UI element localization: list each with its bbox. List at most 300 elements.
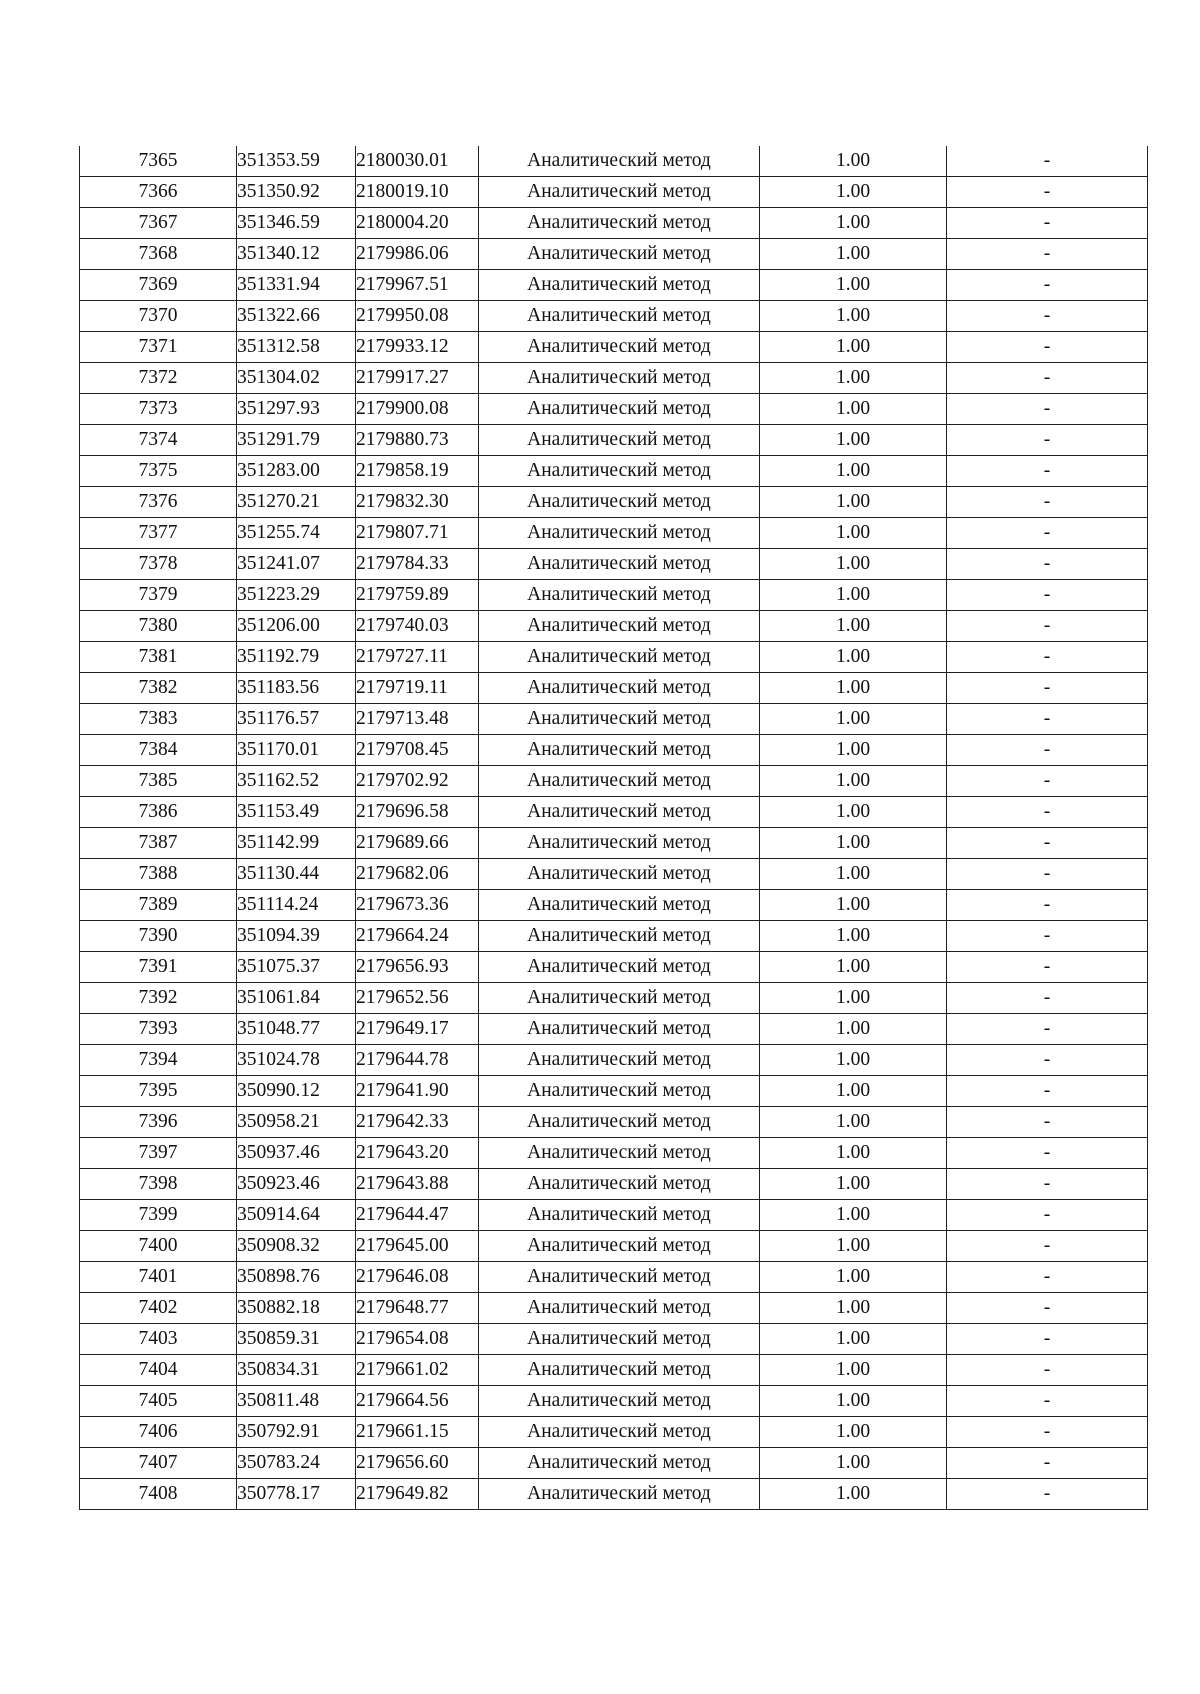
accuracy-cell: 1.00 (760, 580, 947, 611)
method-cell: Аналитический метод (479, 1293, 760, 1324)
point-number-cell: 7382 (80, 673, 237, 704)
point-number-cell: 7367 (80, 208, 237, 239)
accuracy-cell: 1.00 (760, 1231, 947, 1262)
x-coordinate-cell: 351075.37 (237, 952, 356, 983)
note-cell: - (947, 487, 1148, 518)
point-number-cell: 7372 (80, 363, 237, 394)
note-cell: - (947, 797, 1148, 828)
note-cell: - (947, 177, 1148, 208)
x-coordinate-cell: 350859.31 (237, 1324, 356, 1355)
accuracy-cell: 1.00 (760, 1479, 947, 1510)
method-cell: Аналитический метод (479, 177, 760, 208)
accuracy-cell: 1.00 (760, 983, 947, 1014)
method-cell: Аналитический метод (479, 1386, 760, 1417)
method-cell: Аналитический метод (479, 208, 760, 239)
x-coordinate-cell: 350923.46 (237, 1169, 356, 1200)
method-cell: Аналитический метод (479, 1448, 760, 1479)
x-coordinate-cell: 351304.02 (237, 363, 356, 394)
x-coordinate-cell: 351322.66 (237, 301, 356, 332)
accuracy-cell: 1.00 (760, 1386, 947, 1417)
method-cell: Аналитический метод (479, 580, 760, 611)
table-row (80, 983, 1148, 1014)
method-cell: Аналитический метод (479, 1169, 760, 1200)
y-coordinate-cell: 2179689.66 (356, 828, 479, 859)
accuracy-cell: 1.00 (760, 425, 947, 456)
method-cell: Аналитический метод (479, 828, 760, 859)
note-cell: - (947, 518, 1148, 549)
point-number-cell: 7405 (80, 1386, 237, 1417)
table-row (80, 1076, 1148, 1107)
y-coordinate-cell: 2179664.56 (356, 1386, 479, 1417)
method-cell: Аналитический метод (479, 983, 760, 1014)
note-cell: - (947, 394, 1148, 425)
accuracy-cell: 1.00 (760, 487, 947, 518)
x-coordinate-cell: 351297.93 (237, 394, 356, 425)
x-coordinate-cell: 351255.74 (237, 518, 356, 549)
point-number-cell: 7393 (80, 1014, 237, 1045)
x-coordinate-cell: 351170.01 (237, 735, 356, 766)
note-cell: - (947, 146, 1148, 177)
x-coordinate-cell: 351331.94 (237, 270, 356, 301)
y-coordinate-cell: 2179643.88 (356, 1169, 479, 1200)
point-number-cell: 7371 (80, 332, 237, 363)
note-cell: - (947, 983, 1148, 1014)
point-number-cell: 7385 (80, 766, 237, 797)
accuracy-cell: 1.00 (760, 456, 947, 487)
point-number-cell: 7366 (80, 177, 237, 208)
point-number-cell: 7397 (80, 1138, 237, 1169)
accuracy-cell: 1.00 (760, 1076, 947, 1107)
accuracy-cell: 1.00 (760, 1324, 947, 1355)
method-cell: Аналитический метод (479, 1107, 760, 1138)
y-coordinate-cell: 2179661.02 (356, 1355, 479, 1386)
accuracy-cell: 1.00 (760, 611, 947, 642)
note-cell: - (947, 1417, 1148, 1448)
method-cell: Аналитический метод (479, 332, 760, 363)
coordinates-table-body (80, 146, 1148, 1510)
table-row (80, 890, 1148, 921)
note-cell: - (947, 859, 1148, 890)
point-number-cell: 7383 (80, 704, 237, 735)
y-coordinate-cell: 2179664.24 (356, 921, 479, 952)
table-row (80, 487, 1148, 518)
method-cell: Аналитический метод (479, 487, 760, 518)
method-cell: Аналитический метод (479, 1045, 760, 1076)
method-cell: Аналитический метод (479, 301, 760, 332)
point-number-cell: 7407 (80, 1448, 237, 1479)
table-row (80, 518, 1148, 549)
y-coordinate-cell: 2179661.15 (356, 1417, 479, 1448)
method-cell: Аналитический метод (479, 1200, 760, 1231)
table-row (80, 580, 1148, 611)
point-number-cell: 7381 (80, 642, 237, 673)
x-coordinate-cell: 350778.17 (237, 1479, 356, 1510)
y-coordinate-cell: 2179696.58 (356, 797, 479, 828)
table-row (80, 146, 1148, 177)
x-coordinate-cell: 350908.32 (237, 1231, 356, 1262)
x-coordinate-cell: 351130.44 (237, 859, 356, 890)
table-row (80, 425, 1148, 456)
x-coordinate-cell: 351353.59 (237, 146, 356, 177)
table-row (80, 828, 1148, 859)
accuracy-cell: 1.00 (760, 332, 947, 363)
x-coordinate-cell: 351291.79 (237, 425, 356, 456)
x-coordinate-cell: 350914.64 (237, 1200, 356, 1231)
method-cell: Аналитический метод (479, 549, 760, 580)
note-cell: - (947, 270, 1148, 301)
note-cell: - (947, 1448, 1148, 1479)
note-cell: - (947, 673, 1148, 704)
accuracy-cell: 1.00 (760, 518, 947, 549)
y-coordinate-cell: 2179713.48 (356, 704, 479, 735)
x-coordinate-cell: 351312.58 (237, 332, 356, 363)
point-number-cell: 7370 (80, 301, 237, 332)
table-row (80, 797, 1148, 828)
method-cell: Аналитический метод (479, 146, 760, 177)
note-cell: - (947, 828, 1148, 859)
method-cell: Аналитический метод (479, 766, 760, 797)
y-coordinate-cell: 2180019.10 (356, 177, 479, 208)
x-coordinate-cell: 350958.21 (237, 1107, 356, 1138)
method-cell: Аналитический метод (479, 642, 760, 673)
table-row (80, 1417, 1148, 1448)
x-coordinate-cell: 350834.31 (237, 1355, 356, 1386)
y-coordinate-cell: 2179656.93 (356, 952, 479, 983)
method-cell: Аналитический метод (479, 859, 760, 890)
accuracy-cell: 1.00 (760, 828, 947, 859)
note-cell: - (947, 332, 1148, 363)
x-coordinate-cell: 350937.46 (237, 1138, 356, 1169)
y-coordinate-cell: 2179933.12 (356, 332, 479, 363)
x-coordinate-cell: 351346.59 (237, 208, 356, 239)
accuracy-cell: 1.00 (760, 952, 947, 983)
accuracy-cell: 1.00 (760, 1417, 947, 1448)
method-cell: Аналитический метод (479, 1138, 760, 1169)
table-row (80, 394, 1148, 425)
accuracy-cell: 1.00 (760, 797, 947, 828)
table-row (80, 952, 1148, 983)
accuracy-cell: 1.00 (760, 1107, 947, 1138)
point-number-cell: 7399 (80, 1200, 237, 1231)
table-row (80, 1014, 1148, 1045)
table-row (80, 270, 1148, 301)
y-coordinate-cell: 2179644.47 (356, 1200, 479, 1231)
note-cell: - (947, 363, 1148, 394)
x-coordinate-cell: 351176.57 (237, 704, 356, 735)
y-coordinate-cell: 2180030.01 (356, 146, 479, 177)
note-cell: - (947, 611, 1148, 642)
point-number-cell: 7391 (80, 952, 237, 983)
y-coordinate-cell: 2179682.06 (356, 859, 479, 890)
accuracy-cell: 1.00 (760, 890, 947, 921)
table-row (80, 859, 1148, 890)
x-coordinate-cell: 351270.21 (237, 487, 356, 518)
table-row (80, 735, 1148, 766)
table-row (80, 1138, 1148, 1169)
note-cell: - (947, 208, 1148, 239)
note-cell: - (947, 1076, 1148, 1107)
accuracy-cell: 1.00 (760, 704, 947, 735)
note-cell: - (947, 1169, 1148, 1200)
point-number-cell: 7386 (80, 797, 237, 828)
note-cell: - (947, 1200, 1148, 1231)
y-coordinate-cell: 2179642.33 (356, 1107, 479, 1138)
x-coordinate-cell: 351153.49 (237, 797, 356, 828)
accuracy-cell: 1.00 (760, 1262, 947, 1293)
y-coordinate-cell: 2179880.73 (356, 425, 479, 456)
accuracy-cell: 1.00 (760, 1045, 947, 1076)
x-coordinate-cell: 351283.00 (237, 456, 356, 487)
accuracy-cell: 1.00 (760, 146, 947, 177)
accuracy-cell: 1.00 (760, 735, 947, 766)
table-row (80, 1200, 1148, 1231)
table-row (80, 673, 1148, 704)
method-cell: Аналитический метод (479, 1262, 760, 1293)
y-coordinate-cell: 2179900.08 (356, 394, 479, 425)
point-number-cell: 7374 (80, 425, 237, 456)
method-cell: Аналитический метод (479, 456, 760, 487)
x-coordinate-cell: 351183.56 (237, 673, 356, 704)
y-coordinate-cell: 2179719.11 (356, 673, 479, 704)
note-cell: - (947, 952, 1148, 983)
method-cell: Аналитический метод (479, 704, 760, 735)
x-coordinate-cell: 351223.29 (237, 580, 356, 611)
y-coordinate-cell: 2179644.78 (356, 1045, 479, 1076)
point-number-cell: 7369 (80, 270, 237, 301)
point-number-cell: 7375 (80, 456, 237, 487)
point-number-cell: 7376 (80, 487, 237, 518)
note-cell: - (947, 1324, 1148, 1355)
point-number-cell: 7403 (80, 1324, 237, 1355)
table-row (80, 1107, 1148, 1138)
note-cell: - (947, 735, 1148, 766)
x-coordinate-cell: 351094.39 (237, 921, 356, 952)
point-number-cell: 7368 (80, 239, 237, 270)
table-row (80, 301, 1148, 332)
y-coordinate-cell: 2179641.90 (356, 1076, 479, 1107)
table-row (80, 208, 1148, 239)
y-coordinate-cell: 2179832.30 (356, 487, 479, 518)
table-row (80, 611, 1148, 642)
point-number-cell: 7389 (80, 890, 237, 921)
accuracy-cell: 1.00 (760, 270, 947, 301)
method-cell: Аналитический метод (479, 735, 760, 766)
method-cell: Аналитический метод (479, 1014, 760, 1045)
method-cell: Аналитический метод (479, 921, 760, 952)
y-coordinate-cell: 2179645.00 (356, 1231, 479, 1262)
note-cell: - (947, 1479, 1148, 1510)
note-cell: - (947, 921, 1148, 952)
point-number-cell: 7400 (80, 1231, 237, 1262)
accuracy-cell: 1.00 (760, 1448, 947, 1479)
accuracy-cell: 1.00 (760, 177, 947, 208)
method-cell: Аналитический метод (479, 363, 760, 394)
x-coordinate-cell: 351241.07 (237, 549, 356, 580)
method-cell: Аналитический метод (479, 952, 760, 983)
x-coordinate-cell: 351192.79 (237, 642, 356, 673)
x-coordinate-cell: 350882.18 (237, 1293, 356, 1324)
note-cell: - (947, 549, 1148, 580)
y-coordinate-cell: 2179858.19 (356, 456, 479, 487)
table-row (80, 1324, 1148, 1355)
note-cell: - (947, 1014, 1148, 1045)
table-row (80, 1231, 1148, 1262)
point-number-cell: 7408 (80, 1479, 237, 1510)
x-coordinate-cell: 350898.76 (237, 1262, 356, 1293)
x-coordinate-cell: 351340.12 (237, 239, 356, 270)
point-number-cell: 7398 (80, 1169, 237, 1200)
accuracy-cell: 1.00 (760, 1138, 947, 1169)
table-row (80, 1262, 1148, 1293)
method-cell: Аналитический метод (479, 797, 760, 828)
accuracy-cell: 1.00 (760, 1169, 947, 1200)
y-coordinate-cell: 2179648.77 (356, 1293, 479, 1324)
accuracy-cell: 1.00 (760, 859, 947, 890)
table-row (80, 332, 1148, 363)
table-row (80, 766, 1148, 797)
point-number-cell: 7404 (80, 1355, 237, 1386)
accuracy-cell: 1.00 (760, 239, 947, 270)
table-row (80, 704, 1148, 735)
x-coordinate-cell: 351142.99 (237, 828, 356, 859)
x-coordinate-cell: 351048.77 (237, 1014, 356, 1045)
accuracy-cell: 1.00 (760, 1200, 947, 1231)
point-number-cell: 7395 (80, 1076, 237, 1107)
method-cell: Аналитический метод (479, 239, 760, 270)
y-coordinate-cell: 2179727.11 (356, 642, 479, 673)
point-number-cell: 7365 (80, 146, 237, 177)
table-row (80, 177, 1148, 208)
point-number-cell: 7380 (80, 611, 237, 642)
note-cell: - (947, 425, 1148, 456)
coordinates-table (79, 146, 1148, 1510)
accuracy-cell: 1.00 (760, 1355, 947, 1386)
table-row (80, 456, 1148, 487)
y-coordinate-cell: 2179702.92 (356, 766, 479, 797)
y-coordinate-cell: 2179917.27 (356, 363, 479, 394)
x-coordinate-cell: 350783.24 (237, 1448, 356, 1479)
point-number-cell: 7378 (80, 549, 237, 580)
accuracy-cell: 1.00 (760, 1014, 947, 1045)
method-cell: Аналитический метод (479, 890, 760, 921)
y-coordinate-cell: 2179950.08 (356, 301, 479, 332)
x-coordinate-cell: 351061.84 (237, 983, 356, 1014)
y-coordinate-cell: 2179643.20 (356, 1138, 479, 1169)
method-cell: Аналитический метод (479, 425, 760, 456)
note-cell: - (947, 580, 1148, 611)
table-row (80, 921, 1148, 952)
x-coordinate-cell: 350792.91 (237, 1417, 356, 1448)
table-row (80, 1479, 1148, 1510)
note-cell: - (947, 1293, 1148, 1324)
y-coordinate-cell: 2179708.45 (356, 735, 479, 766)
point-number-cell: 7377 (80, 518, 237, 549)
method-cell: Аналитический метод (479, 394, 760, 425)
note-cell: - (947, 1262, 1148, 1293)
note-cell: - (947, 1138, 1148, 1169)
method-cell: Аналитический метод (479, 1355, 760, 1386)
x-coordinate-cell: 351024.78 (237, 1045, 356, 1076)
note-cell: - (947, 1107, 1148, 1138)
accuracy-cell: 1.00 (760, 1293, 947, 1324)
accuracy-cell: 1.00 (760, 363, 947, 394)
y-coordinate-cell: 2179646.08 (356, 1262, 479, 1293)
point-number-cell: 7390 (80, 921, 237, 952)
y-coordinate-cell: 2179986.06 (356, 239, 479, 270)
table-row (80, 549, 1148, 580)
note-cell: - (947, 890, 1148, 921)
method-cell: Аналитический метод (479, 1417, 760, 1448)
point-number-cell: 7406 (80, 1417, 237, 1448)
accuracy-cell: 1.00 (760, 549, 947, 580)
point-number-cell: 7384 (80, 735, 237, 766)
y-coordinate-cell: 2179673.36 (356, 890, 479, 921)
table-row (80, 1386, 1148, 1417)
method-cell: Аналитический метод (479, 1231, 760, 1262)
method-cell: Аналитический метод (479, 611, 760, 642)
accuracy-cell: 1.00 (760, 673, 947, 704)
table-row (80, 1293, 1148, 1324)
accuracy-cell: 1.00 (760, 642, 947, 673)
note-cell: - (947, 1231, 1148, 1262)
method-cell: Аналитический метод (479, 1076, 760, 1107)
note-cell: - (947, 766, 1148, 797)
point-number-cell: 7402 (80, 1293, 237, 1324)
note-cell: - (947, 642, 1148, 673)
y-coordinate-cell: 2179807.71 (356, 518, 479, 549)
point-number-cell: 7373 (80, 394, 237, 425)
y-coordinate-cell: 2179649.82 (356, 1479, 479, 1510)
method-cell: Аналитический метод (479, 1479, 760, 1510)
note-cell: - (947, 456, 1148, 487)
y-coordinate-cell: 2179649.17 (356, 1014, 479, 1045)
point-number-cell: 7396 (80, 1107, 237, 1138)
note-cell: - (947, 1386, 1148, 1417)
method-cell: Аналитический метод (479, 518, 760, 549)
x-coordinate-cell: 351206.00 (237, 611, 356, 642)
point-number-cell: 7379 (80, 580, 237, 611)
point-number-cell: 7387 (80, 828, 237, 859)
table-row (80, 239, 1148, 270)
accuracy-cell: 1.00 (760, 208, 947, 239)
table-row (80, 1169, 1148, 1200)
method-cell: Аналитический метод (479, 270, 760, 301)
method-cell: Аналитический метод (479, 673, 760, 704)
table-row (80, 363, 1148, 394)
point-number-cell: 7388 (80, 859, 237, 890)
y-coordinate-cell: 2180004.20 (356, 208, 479, 239)
x-coordinate-cell: 350990.12 (237, 1076, 356, 1107)
accuracy-cell: 1.00 (760, 766, 947, 797)
x-coordinate-cell: 351350.92 (237, 177, 356, 208)
table-row (80, 1045, 1148, 1076)
method-cell: Аналитический метод (479, 1324, 760, 1355)
accuracy-cell: 1.00 (760, 921, 947, 952)
y-coordinate-cell: 2179654.08 (356, 1324, 479, 1355)
accuracy-cell: 1.00 (760, 394, 947, 425)
note-cell: - (947, 301, 1148, 332)
point-number-cell: 7394 (80, 1045, 237, 1076)
table-row (80, 642, 1148, 673)
note-cell: - (947, 704, 1148, 735)
note-cell: - (947, 1355, 1148, 1386)
table-row (80, 1448, 1148, 1479)
y-coordinate-cell: 2179759.89 (356, 580, 479, 611)
x-coordinate-cell: 350811.48 (237, 1386, 356, 1417)
y-coordinate-cell: 2179784.33 (356, 549, 479, 580)
point-number-cell: 7392 (80, 983, 237, 1014)
y-coordinate-cell: 2179967.51 (356, 270, 479, 301)
